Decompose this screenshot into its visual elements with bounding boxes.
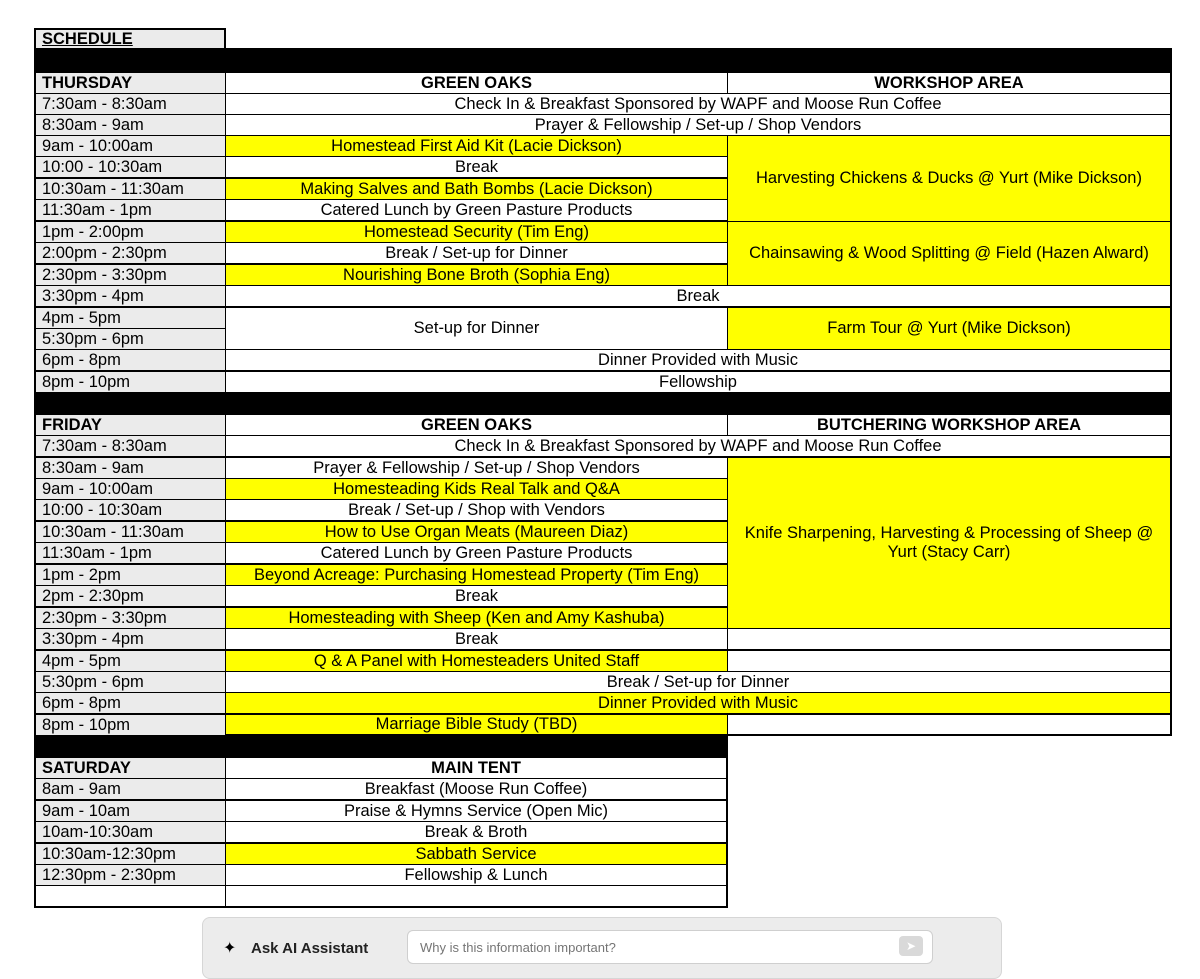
time-cell: 2pm - 2:30pm (34, 585, 226, 607)
time-cell: 12:30pm - 2:30pm (34, 864, 226, 886)
event-knife-sharpening: Knife Sharpening, Harvesting & Processing of Sheep @ Yurt (Stacy Carr) (727, 457, 1172, 629)
event-break-setup: Break / Set-up for Dinner (225, 671, 1172, 693)
event-fellowship-lunch: Fellowship & Lunch (225, 864, 728, 886)
thursday-col-green-oaks: GREEN OAKS (225, 72, 728, 94)
time-cell: 4pm - 5pm (34, 650, 226, 672)
ai-assistant-bar (202, 917, 1002, 979)
schedule-title: SCHEDULE (34, 28, 226, 49)
divider-band (34, 735, 728, 757)
event-harvesting-chickens: Harvesting Chickens & Ducks @ Yurt (Mike Dickson) (727, 135, 1172, 222)
time-cell: 3:30pm - 4pm (34, 285, 226, 307)
time-cell: 6pm - 8pm (34, 692, 226, 714)
event-fellowship: Fellowship (225, 371, 1172, 393)
send-icon[interactable]: ➤ (899, 936, 923, 956)
event-chainsawing: Chainsawing & Wood Splitting @ Field (Hazen Alward) (727, 221, 1172, 286)
time-cell: 10:30am - 11:30am (34, 178, 226, 200)
time-cell: 10:30am - 11:30am (34, 521, 226, 543)
event-checkin: Check In & Breakfast Sponsored by WAPF and Moose Run Coffee (225, 435, 1172, 457)
time-cell: 11:30am - 1pm (34, 199, 226, 221)
time-cell: 10:30am-12:30pm (34, 843, 226, 865)
divider-band (34, 48, 1172, 72)
time-cell: 8pm - 10pm (34, 371, 226, 393)
event-first-aid: Homestead First Aid Kit (Lacie Dickson) (225, 135, 728, 157)
event-bone-broth: Nourishing Bone Broth (Sophia Eng) (225, 264, 728, 286)
time-cell: 5:30pm - 6pm (34, 328, 226, 350)
time-cell: 8am - 9am (34, 778, 226, 800)
time-cell: 2:30pm - 3:30pm (34, 607, 226, 629)
event-salves: Making Salves and Bath Bombs (Lacie Dickson) (225, 178, 728, 200)
sparkle-chat-icon[interactable]: ✦ (223, 940, 237, 957)
event-farm-tour: Farm Tour @ Yurt (Mike Dickson) (727, 307, 1172, 350)
time-cell: 1pm - 2:00pm (34, 221, 226, 243)
time-cell: 7:30am - 8:30am (34, 93, 226, 115)
friday-day-header: FRIDAY (34, 414, 226, 436)
empty-cell (34, 885, 226, 908)
time-cell: 10:00 - 10:30am (34, 156, 226, 178)
time-cell: 6pm - 8pm (34, 349, 226, 371)
event-homesteading-sheep: Homesteading with Sheep (Ken and Amy Kashuba) (225, 607, 728, 629)
event-dinner: Dinner Provided with Music (225, 692, 1172, 714)
event-organ-meats: How to Use Organ Meats (Maureen Diaz) (225, 521, 728, 543)
event-security: Homestead Security (Tim Eng) (225, 221, 728, 243)
time-cell: 8pm - 10pm (34, 714, 226, 736)
time-cell: 8:30am - 9am (34, 114, 226, 136)
event-lunch: Catered Lunch by Green Pasture Products (225, 199, 728, 221)
event-break: Break (225, 628, 728, 650)
event-kids-talk: Homesteading Kids Real Talk and Q&A (225, 478, 728, 500)
event-qa-panel: Q & A Panel with Homesteaders United Staff (225, 650, 728, 672)
event-break-shop: Break / Set-up / Shop with Vendors (225, 499, 728, 521)
event-sabbath-service: Sabbath Service (225, 843, 728, 865)
event-break-setup: Break / Set-up for Dinner (225, 242, 728, 264)
empty-cell (225, 885, 728, 908)
time-cell: 3:30pm - 4pm (34, 628, 226, 650)
ai-question-input[interactable] (407, 930, 933, 964)
event-praise-hymns: Praise & Hymns Service (Open Mic) (225, 800, 728, 822)
time-cell: 10am-10:30am (34, 821, 226, 843)
event-prayer: Prayer & Fellowship / Set-up / Shop Vendors (225, 457, 728, 479)
time-cell: 2:30pm - 3:30pm (34, 264, 226, 286)
event-breakfast: Breakfast (Moose Run Coffee) (225, 778, 728, 800)
thursday-day-header: THURSDAY (34, 72, 226, 94)
time-cell: 1pm - 2pm (34, 564, 226, 586)
event-break: Break (225, 156, 728, 178)
time-cell: 5:30pm - 6pm (34, 671, 226, 693)
event-lunch: Catered Lunch by Green Pasture Products (225, 542, 728, 564)
time-cell: 4pm - 5pm (34, 307, 226, 329)
time-cell: 8:30am - 9am (34, 457, 226, 479)
time-cell: 9am - 10:00am (34, 135, 226, 157)
saturday-col-main-tent: MAIN TENT (225, 757, 728, 779)
empty-cell (727, 628, 1172, 650)
event-setup-dinner: Set-up for Dinner (225, 307, 728, 350)
friday-col-green-oaks: GREEN OAKS (225, 414, 728, 436)
event-break-broth: Break & Broth (225, 821, 728, 843)
saturday-day-header: SATURDAY (34, 757, 226, 779)
event-break: Break (225, 285, 1172, 307)
empty-cell (727, 714, 1172, 736)
event-checkin: Check In & Breakfast Sponsored by WAPF and Moose Run Coffee (225, 93, 1172, 115)
time-cell: 11:30am - 1pm (34, 542, 226, 564)
event-break: Break (225, 585, 728, 607)
event-dinner: Dinner Provided with Music (225, 349, 1172, 371)
divider-band (34, 392, 1172, 414)
time-cell: 2:00pm - 2:30pm (34, 242, 226, 264)
event-bible-study: Marriage Bible Study (TBD) (225, 714, 728, 736)
event-beyond-acreage: Beyond Acreage: Purchasing Homestead Property (Tim Eng) (225, 564, 728, 586)
event-prayer: Prayer & Fellowship / Set-up / Shop Vendors (225, 114, 1172, 136)
empty-cell (727, 650, 1172, 672)
time-cell: 10:00 - 10:30am (34, 499, 226, 521)
time-cell: 9am - 10:00am (34, 478, 226, 500)
friday-col-butchering-area: BUTCHERING WORKSHOP AREA (727, 414, 1172, 436)
time-cell: 7:30am - 8:30am (34, 435, 226, 457)
time-cell: 9am - 10am (34, 800, 226, 822)
ai-assistant-label[interactable]: Ask AI Assistant (251, 940, 369, 957)
thursday-col-workshop-area: WORKSHOP AREA (727, 72, 1172, 94)
